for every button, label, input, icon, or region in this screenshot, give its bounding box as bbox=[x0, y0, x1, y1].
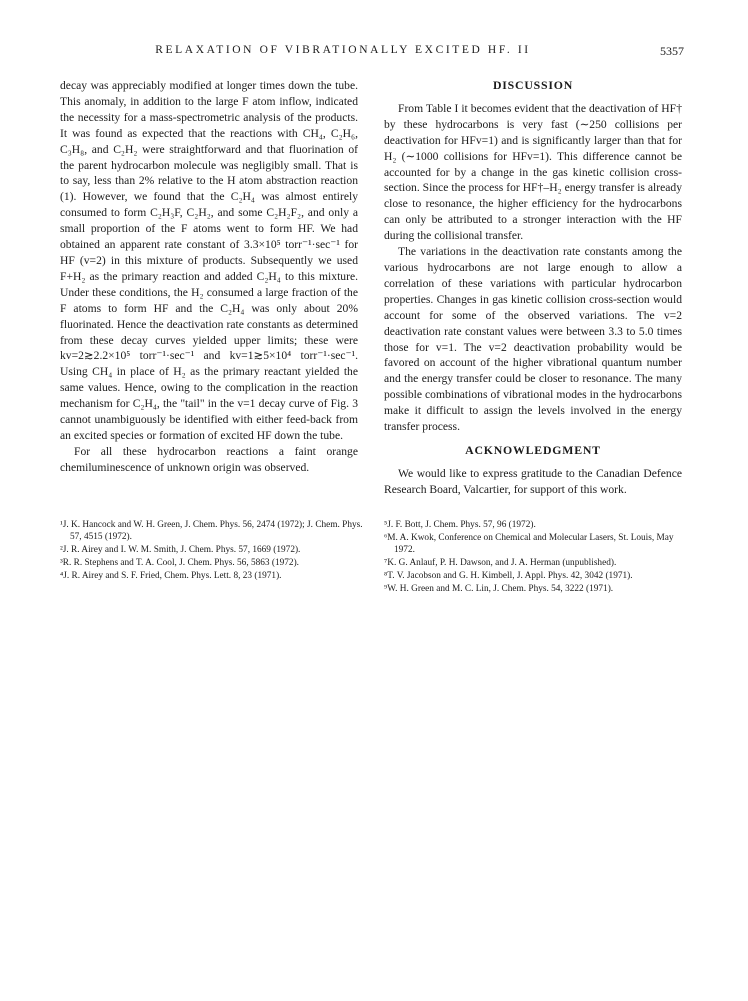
reference-item: ⁴J. R. Airey and S. F. Fried, Chem. Phys. Lett. 8, 23 (1971). bbox=[60, 570, 282, 581]
reference-item: ⁹W. H. Green and M. C. Lin, J. Chem. Phys. 54, 3222 (1971). bbox=[384, 583, 614, 594]
reference-item: ¹J. K. Hancock and W. H. Green, J. Chem. Phys. 56, 2474 (1972); J. Chem. Phys. 57, 4515 (1972). bbox=[60, 520, 363, 542]
body-paragraph: decay was appreciably modified at longer times down the tube. This anomaly, in addition to the large F atom inflow, indicated the necessity for a mass-spectrometric analysis of the products. It was found as expected that the reactions with CH₄, C₂H₆, C₃H₈, and C₂H₂ were straightforward and that fluorination of the parent hydrocarbon molecule was negligibly small. That is to say, less than 2% relative to the H atom abstraction reaction (1). However, we found that the C₂H₄ was almost entirely consumed to form C₂H₃F, C₂H₂, and some C₂H₂F₂, and only a small proportion of the F atoms went to form HF. We had obtained an apparent rate constant of 3.3×10⁵ torr⁻¹·sec⁻¹ for HF (v=2) in this mixture of products. Subsequently we used F+H₂ as the primary reaction and added C₂H₄ to this mixture. Under these conditions, the H₂ consumed a large fraction of the F atoms to form HF and the C₂H₄ was only about 20% fluorinated. Hence the deactivation rate constants as determined from these decay curves yielded upper limits; these were kv=2≳2.2×10⁵ torr⁻¹·sec⁻¹ and kv=1≳5×10⁴ torr⁻¹·sec⁻¹. Using CH₄ in place of H₂ as the primary reactant yielded the same values. Hence, owing to the complication in the reaction mechanism for C₂H₄, the "tail" in the v=1 decay curve of Fig. 3 cannot unambiguously be identified with either feed-back from an excited species or formation of excited HF down the tube. bbox=[60, 79, 358, 442]
body-paragraph: From Table I it becomes evident that the deactivation of HF† by these hydrocarbons is very fast (∼250 collisions per deactivation for HFv=1) and is significantly larger than that for H₂ (∼1000 collisions for HFv=1). This difference cannot be accounted for by a change in the gas kinetic collision cross-section. Since the process for HF†–H₂ energy transfer is already close to resonance, the higher efficiency for the hydrocarbons can only be attributed to a stronger interaction with the HF during the collisional transfer. bbox=[384, 101, 682, 243]
reference-item: ³R. R. Stephens and T. A. Cool, J. Chem. Phys. 56, 5863 (1972). bbox=[60, 557, 300, 568]
right-column bbox=[384, 78, 682, 498]
running-title: RELAXATION OF VIBRATIONALLY EXCITED HF. II bbox=[155, 44, 531, 56]
page-header bbox=[60, 44, 686, 62]
body-paragraph: For all these hydrocarbon reactions a faint orange chemiluminescence of unknown origin was observed. bbox=[60, 444, 358, 474]
reference-item: ⁶M. A. Kwok, Conference on Chemical and Molecular Lasers, St. Louis, May 1972. bbox=[384, 533, 674, 555]
reference-item: ⁵J. F. Bott, J. Chem. Phys. 57, 96 (1972). bbox=[384, 520, 536, 530]
reference-item: ²J. R. Airey and I. W. M. Smith, J. Chem. Phys. 57, 1669 (1972). bbox=[60, 544, 301, 555]
references-right bbox=[384, 520, 694, 597]
acknowledgment-heading: ACKNOWLEDGMENT bbox=[465, 442, 601, 457]
discussion-heading: DISCUSSION bbox=[492, 78, 574, 92]
references-left bbox=[60, 520, 370, 584]
reference-item: ⁷K. G. Anlauf, P. H. Dawson, and J. A. Herman (unpublished). bbox=[384, 557, 617, 568]
page-number: 5357 bbox=[660, 44, 684, 58]
acknowledgment-paragraph: We would like to express gratitude to the Canadian Defence Research Board, Valcartier, for support of this work. bbox=[384, 466, 682, 496]
reference-item: ⁸T. V. Jacobson and G. H. Kimbell, J. Appl. Phys. 42, 3042 (1971). bbox=[384, 570, 633, 581]
left-column bbox=[60, 78, 358, 476]
body-paragraph: The variations in the deactivation rate constants among the various hydrocarbons are not large enough to allow a correlation of these variations with particular hydrocarbon properties. Changes in gas kinetic collision cross-section would account for some of the observed variations. The v=2 deactivation rate constant values were between 3.3 to 5.0 times those for v=1. The v=2 deactivation probability would be favored on account of the higher vibrational quantum number and the energy transfer could be closer to resonance. The many possible combinations of vibrational modes in the hydrocarbons make it difficult to assign the levels involved in the energy transfer process. bbox=[384, 245, 682, 434]
